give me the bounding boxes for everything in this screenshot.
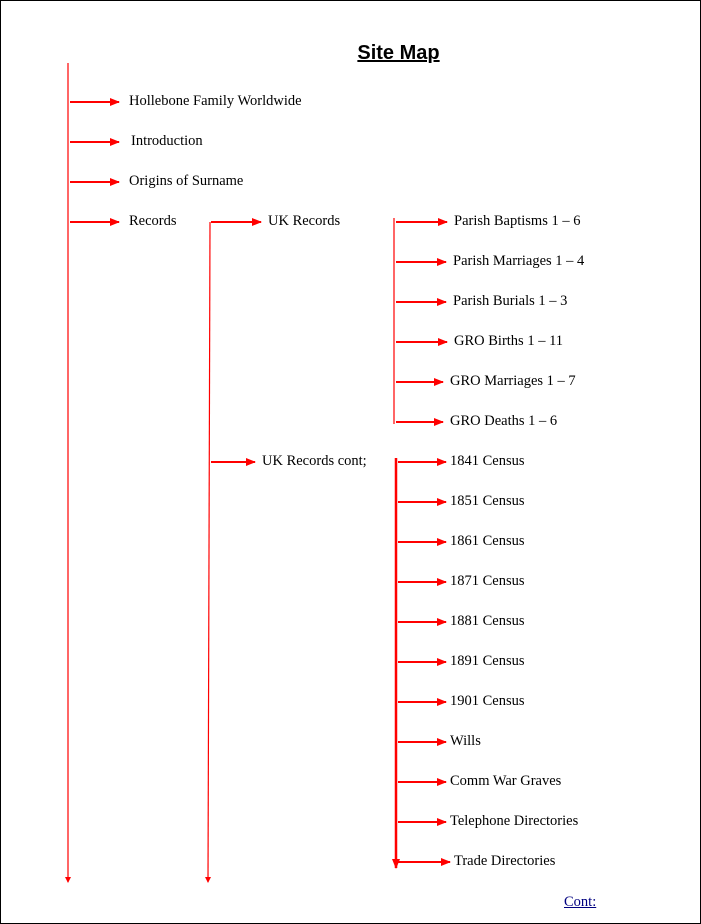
site-map-item-records-child[interactable]: UK Records cont;: [262, 453, 367, 469]
site-map-item-uk-record-cont[interactable]: 1851 Census: [450, 493, 525, 509]
site-map-item-uk-record-cont[interactable]: 1901 Census: [450, 693, 525, 709]
site-map-item-top-level[interactable]: Records: [129, 213, 177, 229]
site-map-item-uk-record-cont[interactable]: Telephone Directories: [450, 813, 579, 829]
site-map-item-top-level[interactable]: Hollebone Family Worldwide: [129, 93, 302, 109]
site-map-item-uk-record-cont[interactable]: 1861 Census: [450, 533, 525, 549]
site-map-item-uk-record-cont[interactable]: 1841 Census: [450, 453, 525, 469]
page-title: Site Map: [357, 42, 440, 64]
site-map-item-uk-record-cont[interactable]: Wills: [450, 733, 481, 749]
site-map-item-uk-record-cont[interactable]: 1891 Census: [450, 653, 525, 669]
site-map-item-top-level[interactable]: Introduction: [131, 133, 203, 149]
site-map-item-uk-record-cont[interactable]: Comm War Graves: [450, 773, 562, 789]
site-map-item-records-child[interactable]: UK Records: [268, 213, 341, 229]
site-map-item-uk-record[interactable]: Parish Marriages 1 – 4: [453, 253, 585, 269]
site-map-item-uk-record[interactable]: GRO Deaths 1 – 6: [450, 413, 558, 429]
site-map-item-uk-record[interactable]: GRO Marriages 1 – 7: [450, 373, 576, 389]
records-trunk-line: [208, 222, 210, 882]
site-map-item-uk-record[interactable]: Parish Baptisms 1 – 6: [454, 213, 581, 229]
site-map-item-uk-record[interactable]: Parish Burials 1 – 3: [453, 293, 568, 309]
site-map-item-uk-record-cont[interactable]: 1871 Census: [450, 573, 525, 589]
site-map-item-top-level[interactable]: Origins of Surname: [129, 173, 244, 189]
site-map-item-uk-record-cont[interactable]: Trade Directories: [454, 853, 556, 869]
site-map-item-uk-record[interactable]: GRO Births 1 – 11: [454, 333, 564, 349]
cont-link[interactable]: Cont:: [564, 894, 597, 910]
site-map-item-uk-record-cont[interactable]: 1881 Census: [450, 613, 525, 629]
